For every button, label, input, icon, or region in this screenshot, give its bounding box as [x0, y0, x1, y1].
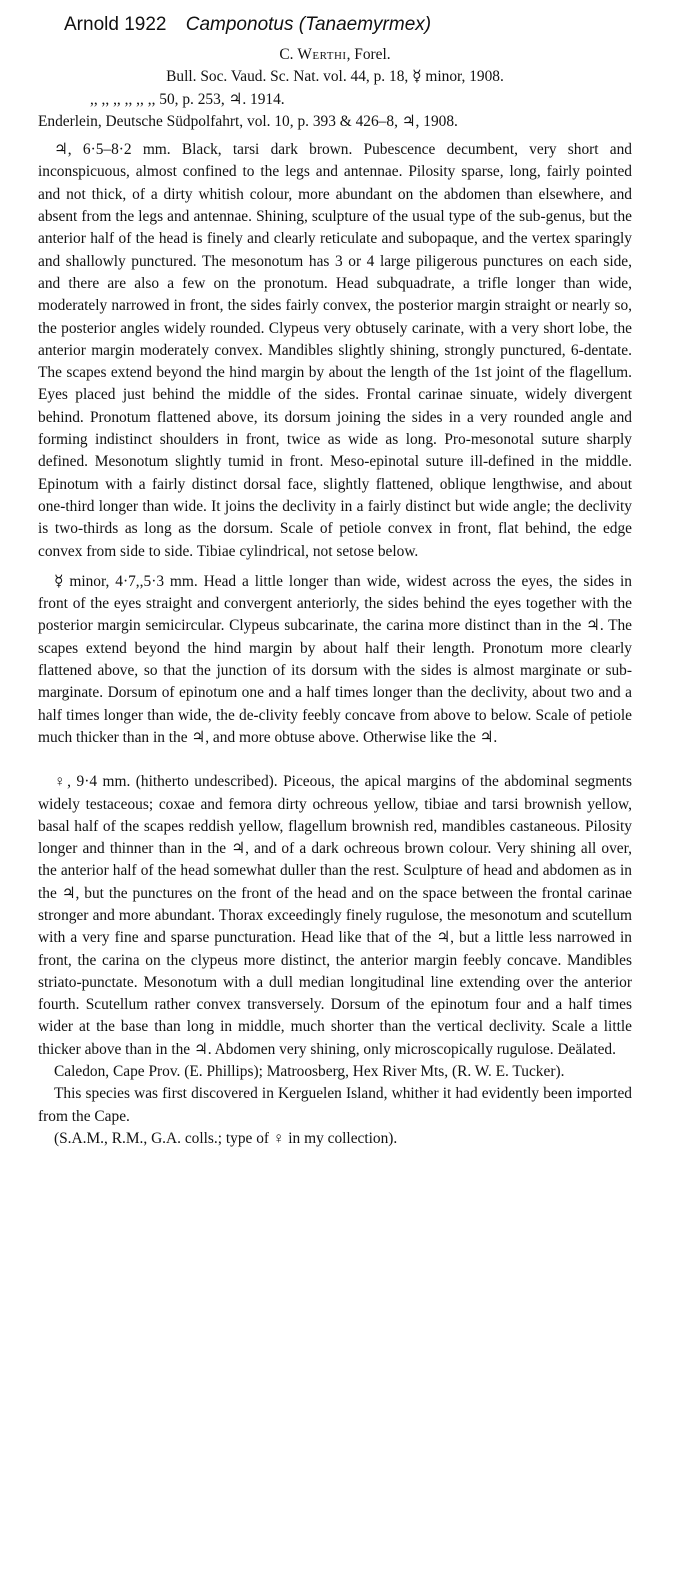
species-heading	[38, 44, 632, 66]
running-header	[64, 14, 624, 36]
female-description: ♀, 9·4 mm. (hitherto undescribed). Piceous, the apical margins of the abdominal segments widely testaceous; coxae and femora dirty ochreous yellow, tibiae and tarsi brownish yellow, basal half of the scapes reddish yellow, flagellum brownish red, mandibles castaneous. Pilosity longer and thinner than in the ♃, and of a dark ochreous brown colour. Very shining all over, the anterior half of the head somewhat duller than the rest. Sculpture of head and abdomen as in the ♃, but the punctures on the front of the head and on the space between the frontal carinae stronger and more abundant. Thorax exceedingly finely rugulose, the mesonotum and scutellum with a very fine and sparse puncturation. Head like that of the ♃, but a little less narrowed in front, the carina on the clypeus more distinct, the anterior margin feebly concave. Mandibles striato-punctate. Mesonotum with a dull median longitudinal line extending over the anterior fourth. Scutellum rather convex transversely. Dorsum of the epinotum four and a half times wider at the base than long in middle, much shorter than the vertical declivity. Scale a little thicker above than in the ♃. Abdomen very shining, only microscopically rugulose. Deälated.	[38, 773, 632, 1058]
genus-subgenus: Camponotus (Tanaemyrmex)	[185, 14, 432, 35]
author-year: Arnold 1922	[64, 14, 167, 35]
reference-line-3: Enderlein, Deutsche Südpolfahrt, vol. 10, p. 393 & 426–8, ♃, 1908.	[38, 112, 458, 130]
major-worker-description: ♃, 6·5–8·2 mm. Black, tarsi dark brown. Pubescence decumbent, very short and inconspicuous, almost confined to the legs and antennae. Pilosity sparse, long, fairly pointed and not thick, of a dirty whitish colour, more abundant on the abdomen than elsewhere, and absent from the legs and antennae. Shining, sculpture of the usual type of the sub-genus, but the anterior half of the head is finely and clearly reticulate and subopaque, and the vertex sparingly and shallowly punctured. The mesonotum has 3 or 4 large piligerous punctures on each side, and there are also a few on the pronotum. Head subquadrate, a trifle longer than wide, moderately narrowed in front, the sides fairly convex, the posterior margin straight or nearly so, the posterior angles widely rounded. Clypeus very obtusely carinate, with a very short lobe, the anterior margin moderately convex. Mandibles slightly shining, strongly punctured, 6-dentate. The scapes extend beyond the hind margin by about the length of the 1st joint of the flagellum. Eyes placed just behind the middle of the sides. Frontal carinae sinuate, widely divergent behind. Pronotum flattened above, its dorsum joining the sides in a very rounded angle and forming indistinct shoulders in front, twice as wide as long. Pro-mesonotal suture sharply defined. Mesonotum slightly tumid in front. Meso-epinotal suture ill-defined in the middle. Epinotum with a fairly distinct dorsal face, slightly flattened, oblique lengthwise, and about one-third longer than wide. It joins the declivity in a fairly distinct but wide angle; the declivity is two-thirds as long as the dorsum. Scale of petiole convex in front, flat behind, the edge convex from side to side. Tibiae cylindrical, not setose below.	[38, 141, 632, 560]
reference-line-2: ,, ,, ,, ,, ,, ,, 50, p. 253, ♃. 1914.	[90, 90, 285, 108]
minor-worker-description: ☿ minor, 4·7,,5·3 mm. Head a little longer than wide, widest across the eyes, the sides in front of the eyes straight and convergent anteriorly, the sides behind the eyes together with the posterior margin semicircular. Clypeus subcarinate, the carina more distinct than in the ♃. The scapes extend beyond the hind margin by about half their length. Pronotum more clearly flattened above, so that the junction of its dorsum with the sides is almost marginate or sub-marginate. Dorsum of epinotum one and a half times longer than the declivity, about two and a half times longer than wide, the de-clivity feebly concave from above to below. Scale of petiole much thicker than in the ♃, and more obtuse above. Otherwise like the ♃.	[38, 572, 632, 746]
reference-line-1: Bull. Soc. Vaud. Sc. Nat. vol. 44, p. 18, ☿ minor, 1908.	[166, 68, 504, 86]
localities: Caledon, Cape Prov. (E. Phillips); Matroosberg, Hex River Mts, (R. W. E. Tucker).	[54, 1063, 565, 1081]
distribution-note: This species was first discovered in Kerguelen Island, whither it had evidently been imported from the Cape.	[38, 1085, 632, 1125]
collections-note: (S.A.M., R.M., G.A. colls.; type of ♀ in my collection).	[54, 1129, 398, 1147]
species-epithet: Werthi	[297, 46, 347, 63]
genus-initial: C.	[279, 46, 294, 63]
document-body	[38, 44, 632, 1150]
species-author: , Forel.	[346, 46, 391, 63]
